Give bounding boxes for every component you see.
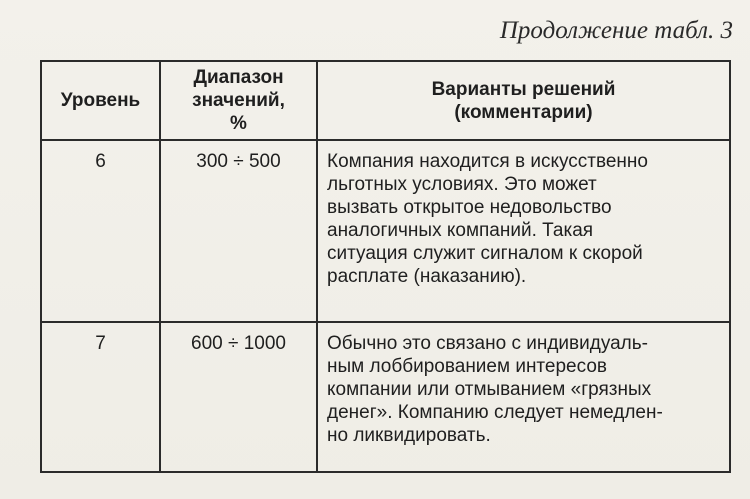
- header-options-line-1: Варианты решений: [431, 78, 616, 100]
- header-options: [317, 61, 730, 140]
- comment-line: Компания находится в искусственно: [327, 151, 648, 172]
- levels-table: [40, 60, 731, 473]
- header-range-line-3: %: [230, 113, 247, 134]
- table-header-row: [41, 61, 730, 140]
- comment-line: льготных условиях. Это может: [327, 174, 597, 195]
- comment-line: вызвать открытое недовольство: [327, 197, 612, 218]
- header-range-line-2: значений,: [192, 90, 285, 111]
- row-level-cell: 7: [41, 322, 160, 472]
- comment-line: денег». Компанию следует немедлен-: [327, 402, 663, 423]
- row-range-cell: 300 ÷ 500: [160, 140, 317, 322]
- header-level-label: Уровень: [60, 90, 141, 111]
- comment-line: но ликвидировать.: [327, 425, 491, 446]
- comment-line: ситуация служит сигналом к скорой: [327, 243, 643, 264]
- header-options-line-2: (комментарии): [454, 101, 593, 123]
- table-continuation-caption: Продолжение табл. 3: [499, 17, 733, 44]
- table-row: [41, 140, 730, 322]
- header-range: [160, 61, 317, 140]
- header-range-line-1: Диапазон: [193, 67, 284, 88]
- header-level: [41, 61, 160, 140]
- row-range-cell: 600 ÷ 1000: [160, 322, 317, 472]
- comment-line: Обычно это связано с индивидуаль-: [327, 333, 648, 354]
- row-level-cell: 6: [41, 140, 160, 322]
- row-comment-cell: [317, 140, 730, 322]
- comment-line: ным лоббированием интересов: [327, 356, 607, 377]
- comment-line: компании или отмыванием «грязных: [327, 379, 652, 400]
- row-comment-cell: [317, 322, 730, 472]
- comment-line: расплате (наказанию).: [327, 266, 527, 287]
- comment-line: аналогичных компаний. Такая: [327, 220, 594, 241]
- table-row: [41, 322, 730, 472]
